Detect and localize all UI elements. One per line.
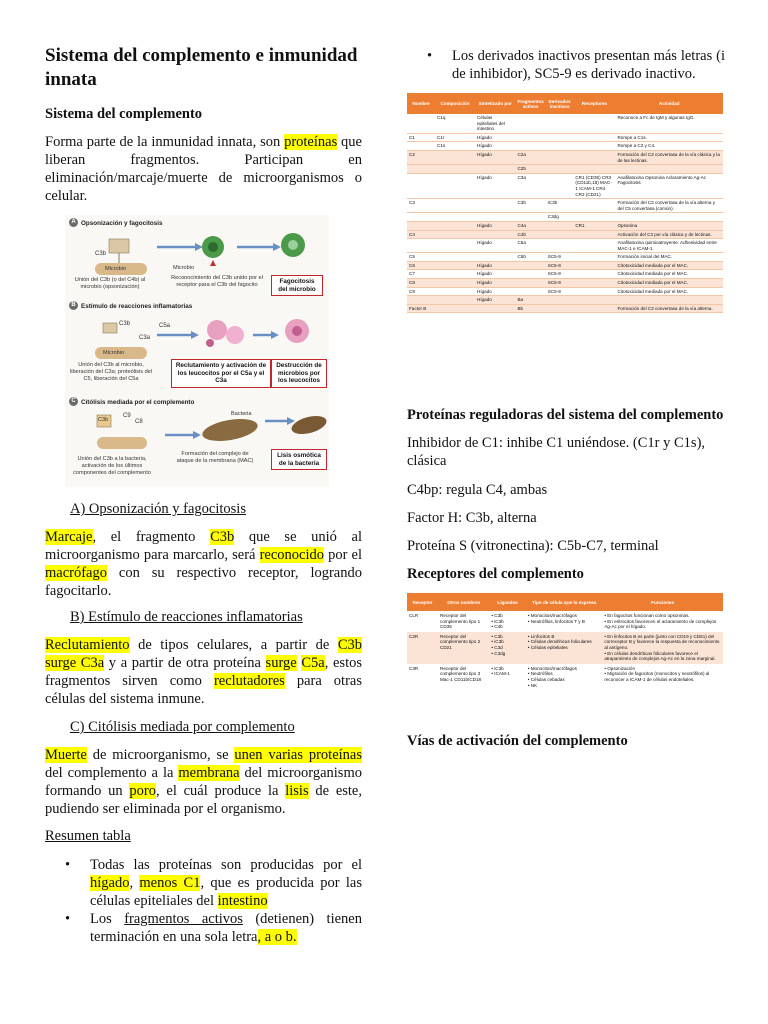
table-cell (573, 270, 615, 279)
reg-line-1: Inhibidor de C1: inhibe C1 uniéndose. (C1r y C1s), clásica (407, 435, 706, 469)
table-cell (435, 279, 475, 288)
table-cell: Bb (515, 304, 545, 313)
resumen-item-2: • Los fragmentos activos (detienen) tienen terminación en una sola letra, a o b. (45, 910, 362, 946)
table-row (407, 239, 723, 253)
table-row (407, 270, 723, 279)
box-destruccion: Destrucción de microbios por los leucocitos (271, 359, 327, 388)
table-cell: Hígado (475, 279, 515, 288)
table-cell (435, 296, 475, 305)
table-cell: C6 (407, 261, 435, 270)
table-cell: Anafilatoxina Opsonina Aclaramiento Ag-Ac Fagocitosis (615, 173, 723, 198)
t2-body (407, 611, 723, 690)
table-cell: C5b (515, 253, 545, 262)
table-cell (615, 213, 723, 222)
table-cell: Hígado (475, 261, 515, 270)
table-cell: Citotoxicidad mediada por el MAC. (615, 279, 723, 288)
t2-header: Otros nombres (438, 593, 489, 611)
heading-a: A) Opsonización y fagocitosis (70, 501, 246, 517)
table-cell: C5a (515, 239, 545, 253)
table-row (407, 165, 723, 174)
t2-header: Tipo de célula que lo expresa (526, 593, 603, 611)
resumen-list (45, 856, 362, 946)
table-cell (573, 253, 615, 262)
table-cell (435, 199, 475, 213)
table-cell (573, 199, 615, 213)
table-cell (435, 304, 475, 313)
resumen-heading: Resumen tabla (45, 828, 131, 844)
table-cell (407, 173, 435, 198)
table-row (407, 296, 723, 305)
table-cell: C9 (407, 287, 435, 296)
c3b-label-a: C3b (95, 251, 107, 257)
table-cell: Hígado (475, 221, 515, 230)
table-cell: Hígado (475, 287, 515, 296)
table-cell (435, 230, 475, 239)
table-row (407, 213, 723, 222)
table-row (407, 304, 723, 313)
table-cell (407, 239, 435, 253)
label-b: B (69, 301, 78, 310)
table-cell (515, 114, 545, 133)
table-cell: C1s (435, 142, 475, 151)
table-cell (435, 150, 475, 164)
table-cell: Reconoce a Fc de IgM y algunas IgG. (615, 114, 723, 133)
table-cell: Citotoxicidad mediada por el MAC. (615, 287, 723, 296)
table-row (407, 632, 723, 664)
paragraph-a: Marcaje, el fragmento C3b que se unió al microorganismo para marcarlo, será reconocido por el macrófago con su respectivo receptor, logrando fagocitarlo. (45, 529, 362, 599)
table-cell: SC5-9 (546, 261, 574, 270)
t1-header: Derivados inactivos (546, 93, 574, 114)
table-cell (475, 304, 515, 313)
paragraph-c: Muerte de microorganismo, se unen varias proteínas del complemento a la membrana del microorganismo formando un poro, el cuál produce la lisis de este, pudiendo ser eliminada por el organismo. (45, 747, 362, 817)
table-row (407, 173, 723, 198)
table-row (407, 611, 723, 632)
table-cell: Formación del C3 convertasa de la vía alterna. (615, 304, 723, 313)
figure-label-a: Opsonización y fagocitosis (81, 220, 163, 227)
c8-label: C8 (135, 419, 143, 425)
box-fagocitosis: Fagocitosis del microbio (271, 275, 323, 296)
table-cell (435, 253, 475, 262)
table-row (407, 664, 723, 690)
table-row (407, 279, 723, 288)
table-row (407, 133, 723, 142)
table-cell (435, 287, 475, 296)
table-cell (573, 279, 615, 288)
table-cell: Hígado (475, 173, 515, 198)
resumen-item-3: • Los derivados inactivos presentan más letras (i de inhibidor), SC5-9 es derivado inactivo. (407, 47, 725, 83)
table-cell: C1 (407, 133, 435, 142)
table-cell (546, 165, 574, 174)
table-cell (435, 213, 475, 222)
table-cell (546, 230, 574, 239)
t1-body (407, 114, 723, 313)
table-cell (546, 221, 574, 230)
table-cell (573, 165, 615, 174)
table-cell: Anafilatoxina quimioatrayente. Adhesividad entre MAC-1 e ICAM-1. (615, 239, 723, 253)
table-row (407, 221, 723, 230)
vias-heading: Vías de activación del complemento (407, 733, 628, 749)
table-cell: • Linfocitos B • Células dendríticas foliculares • Células epiteliales (526, 632, 603, 664)
table-cell (546, 304, 574, 313)
table-cell: Ba (515, 296, 545, 305)
figure-label-b: Estímulo de reacciones inflamatorias (81, 303, 193, 310)
table-cell: C1q (435, 114, 475, 133)
table-cell: CR1 (CD35) CR3 (CD11b,18) MAC-1 ICAM-1 CR4 CR2 (CD21) (573, 173, 615, 198)
table-cell: Receptor del complemento tipo 2 CD21 (438, 632, 489, 664)
t1-header: Nombre (407, 93, 435, 114)
heading-b: B) Estímulo de reacciones inflamatorias (70, 609, 303, 625)
resumen-list-cont (407, 47, 725, 83)
table-cell: Hígado (475, 270, 515, 279)
table-cell (435, 221, 475, 230)
table-row (407, 230, 723, 239)
table-cell: C1r (435, 133, 475, 142)
table-cell: • C3b • iC3b • C4b (491, 613, 504, 630)
t2-header: Ligandos (489, 593, 525, 611)
table-cell: C4a (515, 221, 545, 230)
table-row (407, 287, 723, 296)
complement-figure (65, 215, 329, 487)
table-cell: • En fagocitos funcionan como opsoninas. • En eritrocitos favorecen el aclaramiento de complejos Ag-Ac por el hígado. (604, 613, 717, 630)
table-cell (573, 239, 615, 253)
table-cell (546, 133, 574, 142)
table-cell (546, 150, 574, 164)
table-cell: C4 (407, 230, 435, 239)
table-cell (475, 253, 515, 262)
table-cell (407, 165, 435, 174)
caption-a1: Unión del C3b (o del C4b) al microbio (opsonización) (74, 277, 146, 290)
table-cell (475, 199, 515, 213)
table-cell: CR1 (573, 221, 615, 230)
table-cell: Hígado (475, 150, 515, 164)
table-cell (573, 142, 615, 151)
label-c: C (69, 397, 78, 406)
table-cell: Activación del C3 por vía clásica y de lectinas. (615, 230, 723, 239)
table-cell (407, 296, 435, 305)
table-cell (573, 150, 615, 164)
table-cell: SC5-9 (546, 279, 574, 288)
table-cell: Formación inicial del MAC. (615, 253, 723, 262)
table-cell: Rompe a C2 y C4. (615, 142, 723, 151)
table-cell (407, 213, 435, 222)
resumen-item-1: • Todas las proteínas son producidas por el hígado, menos C1, que es producida por las células epiteliales del intestino (45, 856, 362, 910)
table-cell: SC5-9 (546, 253, 574, 262)
table-cell (573, 261, 615, 270)
table-cell: • Opsonización • Migración de fagocitos (monocitos y neutrófilos) al reconocer a ICAM-1 de células endoteliales. (604, 665, 710, 682)
table-cell (475, 230, 515, 239)
c9-label: C9 (123, 413, 131, 419)
table-cell: SC5-9 (546, 287, 574, 296)
figure-label-c: Citólisis mediada por el complemento (81, 399, 195, 406)
table-cell: Receptor del complemento tipo 3 Mac-1 CD11b/CD18 (440, 665, 482, 682)
c3a-label: C3a (139, 335, 151, 341)
caption-c1: Unión del C3b a la bacteria, activación de los últimos componentes del complemento (73, 456, 151, 476)
table-cell (546, 239, 574, 253)
table-cell: C3 (407, 199, 435, 213)
table-cell (407, 114, 435, 133)
caption-c2: Formación del complejo de ataque de la membrana (MAC) (176, 451, 254, 464)
table-cell (573, 304, 615, 313)
table-cell (573, 133, 615, 142)
heading-c: C) Citólisis mediada por complemento (70, 719, 295, 735)
table-cell: C2a (515, 150, 545, 164)
table-row (407, 199, 723, 213)
table-row (407, 114, 723, 133)
t1-header: Fragmentos activos (515, 93, 545, 114)
table-cell: Hígado (475, 142, 515, 151)
table-cell: iC3b (546, 199, 574, 213)
table-cell (573, 287, 615, 296)
bacteria-label: Bacteria (231, 411, 252, 417)
table-cell (515, 142, 545, 151)
microbe-label-a2: Microbio (173, 265, 195, 271)
table-cell (475, 165, 515, 174)
page-title: Sistema del complemento e inmunidad innata (45, 45, 358, 90)
table-row (407, 253, 723, 262)
c3b-label-c: C3b (98, 417, 109, 423)
table-cell (573, 230, 615, 239)
table-cell (435, 165, 475, 174)
table-cell: Hígado (475, 133, 515, 142)
table-cell: • iC3b • ICAM-1 (491, 665, 510, 677)
table-cell (573, 114, 615, 133)
table-cell: C2 (407, 150, 435, 164)
box-lisis: Lisis osmótica de la bacteria (271, 449, 327, 470)
table-cell (435, 261, 475, 270)
table-cell: C3a (515, 173, 545, 198)
table-cell (515, 213, 545, 222)
table-cell (407, 221, 435, 230)
table-cell: Receptor del complemento tipo 1 CD35 (440, 613, 481, 630)
complement-proteins-table (407, 93, 723, 313)
table-row (407, 261, 723, 270)
table-cell: Opsonina (615, 221, 723, 230)
table-cell: C2R (407, 632, 438, 664)
table-cell (515, 279, 545, 288)
table-cell (435, 270, 475, 279)
table-cell: • En linfocitos B es parte (junto con CD19 y CD81) del correceptor B y favorece la respuesta de reconocimiento al antígeno. • En células dendríticas foliculares favorece el atrapamiento de complejos Ag-Ac en la zona marginal. (602, 632, 723, 664)
table-cell (615, 165, 723, 174)
reg-line-2: C4bp: regula C4, ambas (407, 482, 548, 498)
caption-a2: Reconocimiento del C3b unido por el receptor para el C3b del fagocito (171, 275, 263, 288)
table-cell (515, 261, 545, 270)
label-a: A (69, 218, 78, 227)
table-cell: Factor B (407, 304, 435, 313)
table-cell (615, 296, 723, 305)
table-cell: Citotoxicidad mediada por el MAC. (615, 270, 723, 279)
c5a-label: C5a (159, 323, 171, 329)
table-cell: Células epiteliales del intestino (475, 114, 515, 133)
table-cell: C8 (407, 279, 435, 288)
table-cell: Hígado (475, 239, 515, 253)
table-cell: C4b (515, 230, 545, 239)
table-cell: Formación del C3 convertasa de la vía alterna y del C5 convertasa (común). (615, 199, 723, 213)
section-heading-complemento: Sistema del complemento (45, 106, 203, 122)
table-cell: • C3b • iC3b • C3d • C3dg (489, 632, 525, 664)
paragraph-b: Reclutamiento de tipos celulares, a partir de C3b surge C3a y a partir de otra proteína surge C5a, estos fragmentos sirven como reclutadores para otras células del sistema inmune. (45, 637, 362, 707)
table-row (407, 142, 723, 151)
reguladoras-heading: Proteínas reguladoras del sistema del complemento (407, 407, 724, 423)
table-cell (435, 173, 475, 198)
reg-line-4: Proteína S (vitronectina): C5b-C7, terminal (407, 538, 659, 554)
box-reclutamiento: Reclutamiento y activación de los leucocitos por el C5a y el C3a (171, 359, 271, 388)
receptores-heading: Receptores del complemento (407, 566, 584, 582)
intro-paragraph: Forma parte de la inmunidad innata, son proteínas que liberan fragmentos. Participan en eliminación/marcaje/muerte de microorganismos o celular. (45, 134, 362, 204)
table-cell: CLR (409, 613, 419, 618)
table-cell: • Monocitos/macrófagos • Neutrófilos, linfocitos T y B (527, 613, 585, 624)
table-cell (475, 213, 515, 222)
reg-line-3: Factor H: C3b, alterna (407, 510, 537, 526)
table-cell: C2b (515, 165, 545, 174)
table-cell (407, 142, 435, 151)
table-cell (435, 239, 475, 253)
table-cell (515, 133, 545, 142)
table-cell (515, 287, 545, 296)
table-row (407, 150, 723, 164)
t1-header: Actividad (615, 93, 723, 114)
microbe-label-b: Microbio (103, 350, 125, 356)
t1-header: Sintetizado por (475, 93, 515, 114)
c3b-label-b: C3b (119, 321, 131, 327)
caption-b1: Unión del C3b al microbio, liberación del C3a; proteólisis del C5, liberación del C5a (69, 362, 153, 382)
table-cell (515, 270, 545, 279)
table-cell: C3R (409, 665, 419, 671)
table-cell: SC5-9 (546, 270, 574, 279)
table-cell: Formación del C3 convertasa de la vía clásica y la de las lectinas. (615, 150, 723, 164)
t1-header: Receptores (573, 93, 615, 114)
table-cell: C3dg (546, 213, 574, 222)
table-cell (546, 114, 574, 133)
table-cell: C3b (515, 199, 545, 213)
table-cell (546, 142, 574, 151)
table-cell: C7 (407, 270, 435, 279)
table-cell: Citotoxicidad mediada por el MAC. (615, 261, 723, 270)
table-cell (546, 173, 574, 198)
microbe-label-a: Microbio (105, 266, 127, 272)
table-cell: Hígado (475, 296, 515, 305)
table-cell (573, 213, 615, 222)
receptors-table (407, 593, 723, 690)
table-cell: • Monocitos/macrófagos • Neutrófilos • Células cebadas • NK (527, 665, 577, 688)
t2-header: Funciones (602, 593, 723, 611)
table-cell (573, 296, 615, 305)
table-cell: Rompe a C1s. (615, 133, 723, 142)
table-cell: C5 (407, 253, 435, 262)
t2-header: Receptor (407, 593, 438, 611)
table-cell (546, 296, 574, 305)
t1-header: Composición (435, 93, 475, 114)
